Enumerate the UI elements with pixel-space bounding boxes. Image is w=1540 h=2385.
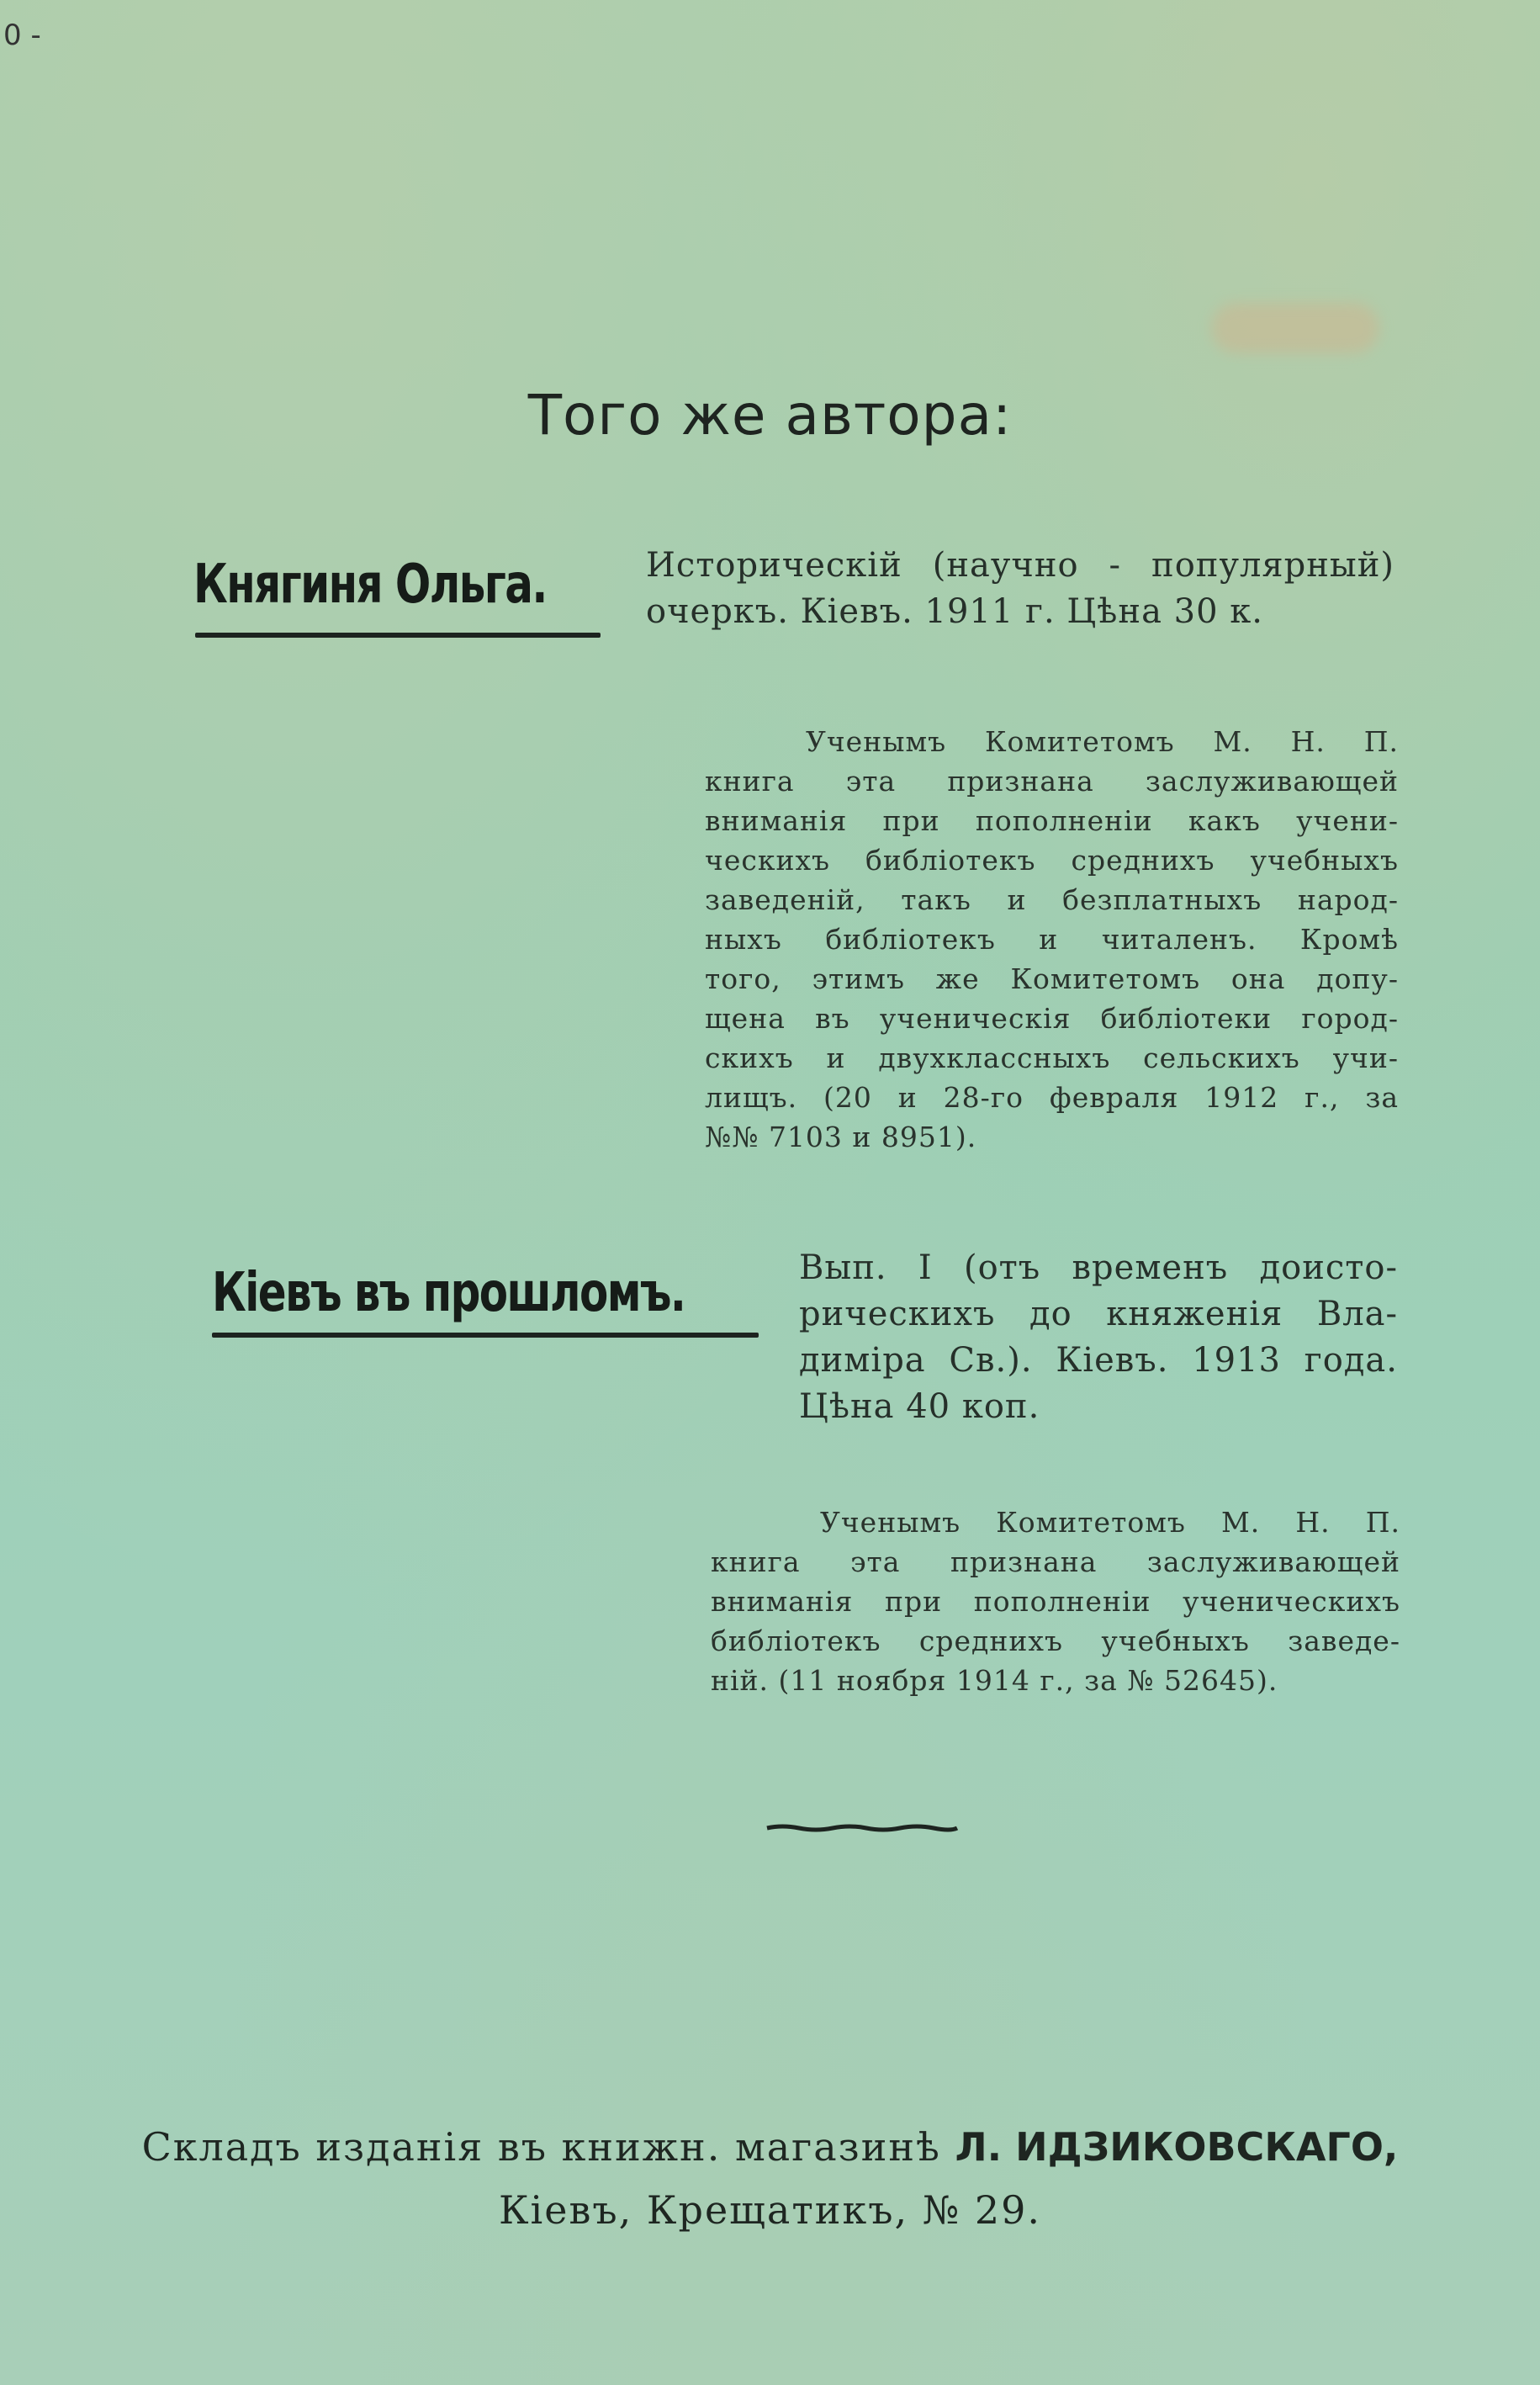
- note-line: Ученымъ Комитетомъ М. Н. П.: [820, 1506, 1400, 1539]
- note-line: ній. (11 ноября 1914 г., за № 52645).: [711, 1664, 1278, 1697]
- book-note-kiev: [711, 1503, 1400, 1700]
- book-title-olga: Княгиня Ольга.: [193, 554, 547, 616]
- book-title-underline-olga: [195, 633, 601, 638]
- footer-line-2: Кіевъ, Крещатикъ, № 29.: [498, 2187, 1042, 2233]
- note-line: книга эта признана заслуживающей: [711, 1545, 1400, 1578]
- page-heading: Того же автора:: [527, 383, 1013, 448]
- corner-mark: 0 -: [3, 19, 41, 52]
- description-line: Историческій (научно - популярный): [646, 546, 1394, 585]
- note-line: библіотекъ среднихъ учебныхъ заведе-: [711, 1624, 1400, 1657]
- ornament-divider: [765, 1824, 959, 1832]
- footer-prefix: Складъ изданія въ книжн. магазинѣ: [141, 2124, 955, 2170]
- note-line: того, этимъ же Комитетомъ она допу-: [705, 962, 1399, 995]
- book-title-kiev: Кіевъ въ прошломъ.: [212, 1262, 685, 1324]
- note-line: лищъ. (20 и 28-го февраля 1912 г., за: [705, 1081, 1399, 1114]
- description-line: Вып. I (отъ временъ доисто-: [799, 1248, 1398, 1287]
- note-line: заведеній, такъ и безплатныхъ народ-: [705, 883, 1399, 916]
- note-line: ческихъ библіотекъ среднихъ учебныхъ: [705, 844, 1399, 877]
- note-line: книга эта признана заслуживающей: [705, 765, 1399, 798]
- footer-shop-name: Л. ИДЗИКОВСКАГО,: [955, 2124, 1399, 2170]
- note-line: вниманія при пополненіи какъ учени-: [705, 804, 1399, 837]
- note-line: ныхъ библіотекъ и читаленъ. Кромѣ: [705, 923, 1399, 956]
- note-line: скихъ и двухклассныхъ сельскихъ учи-: [705, 1041, 1399, 1074]
- note-line: вниманія при пополненіи ученическихъ: [711, 1585, 1400, 1618]
- book-description-olga: [646, 543, 1394, 635]
- description-line: очеркъ. Кіевъ. 1911 г. Цѣна 30 к.: [646, 592, 1263, 631]
- note-line: Ученымъ Комитетомъ М. Н. П.: [806, 725, 1399, 758]
- paper-stain: [1211, 303, 1379, 353]
- description-line: рическихъ до княженія Вла-: [799, 1295, 1398, 1333]
- book-title-underline-kiev: [212, 1333, 759, 1338]
- note-line: №№ 7103 и 8951).: [705, 1121, 977, 1153]
- book-note-olga: [705, 722, 1399, 1157]
- description-line: диміра Св.). Кіевъ. 1913 года.: [799, 1341, 1398, 1380]
- note-line: щена въ ученическія библіотеки город-: [705, 1002, 1399, 1035]
- footer-line-1: [0, 2124, 1540, 2170]
- book-description-kiev: [799, 1245, 1398, 1430]
- description-line: Цѣна 40 коп.: [799, 1387, 1040, 1426]
